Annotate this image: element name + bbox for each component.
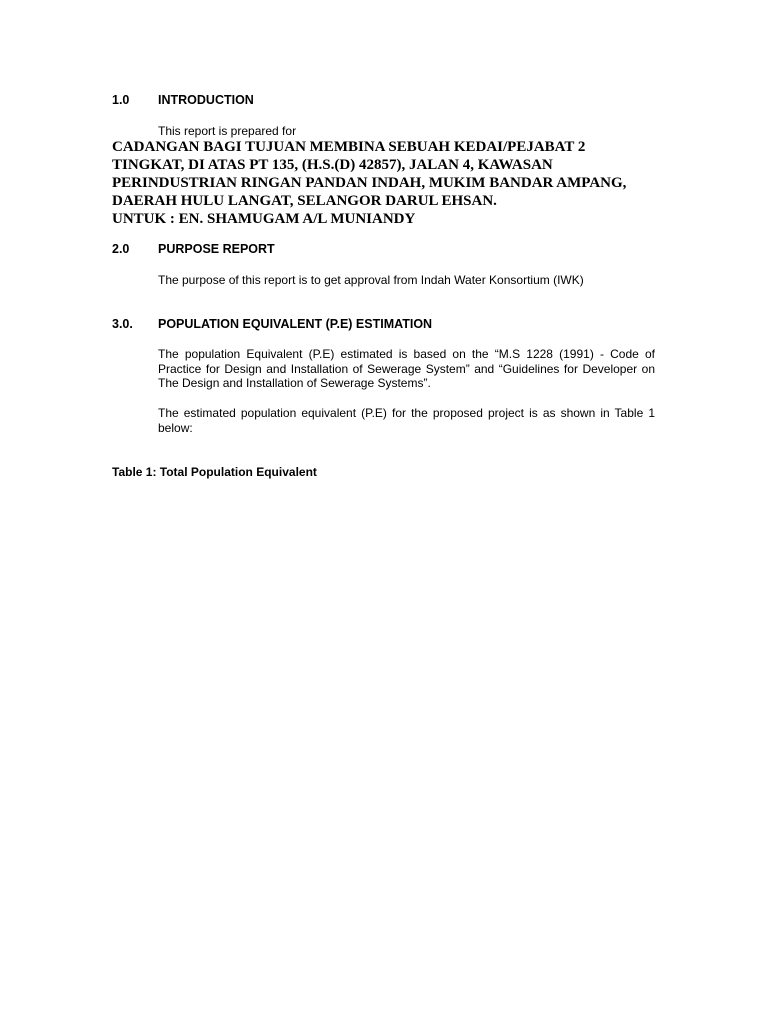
section-title: PURPOSE REPORT — [158, 242, 275, 256]
section-heading-population-equivalent — [112, 317, 432, 331]
pe-estimate-paragraph: The estimated population equivalent (P.E) for the proposed project is as shown in Table 1 below: — [158, 406, 655, 435]
pe-basis-paragraph: The population Equivalent (P.E) estimated is based on the “M.S 1228 (1991) - Code of Practice for Design and Installation of Sewerage System” and “Guidelines for Developer on The Design and Installation of Sewerage Systems”. — [158, 347, 655, 390]
section-number: 2.0 — [112, 242, 130, 256]
intro-line: This report is prepared for — [158, 124, 297, 138]
table-caption: Table 1: Total Population Equivalent — [112, 465, 317, 479]
section-title: INTRODUCTION — [158, 93, 254, 107]
project-title-line: TINGKAT, DI ATAS PT 135, (H.S.(D) 42857), JALAN 4, KAWASAN — [112, 157, 553, 173]
project-title-line: CADANGAN BAGI TUJUAN MEMBINA SEBUAH KEDAI/PEJABAT 2 — [112, 139, 586, 155]
project-title-line: DAERAH HULU LANGAT, SELANGOR DARUL EHSAN. — [112, 193, 497, 209]
project-client-line: UNTUK : EN. SHAMUGAM A/L MUNIANDY — [112, 211, 416, 227]
purpose-paragraph: The purpose of this report is to get approval from Indah Water Konsortium (IWK) — [158, 273, 584, 287]
section-heading-purpose-report — [112, 242, 275, 256]
section-title: POPULATION EQUIVALENT (P.E) ESTIMATION — [158, 317, 433, 331]
section-heading-introduction — [112, 93, 254, 107]
section-number: 3.0. — [112, 317, 133, 331]
project-title-block — [112, 138, 672, 228]
project-title-line: PERINDUSTRIAN RINGAN PANDAN INDAH, MUKIM BANDAR AMPANG, — [112, 175, 627, 191]
section-number: 1.0 — [112, 93, 130, 107]
